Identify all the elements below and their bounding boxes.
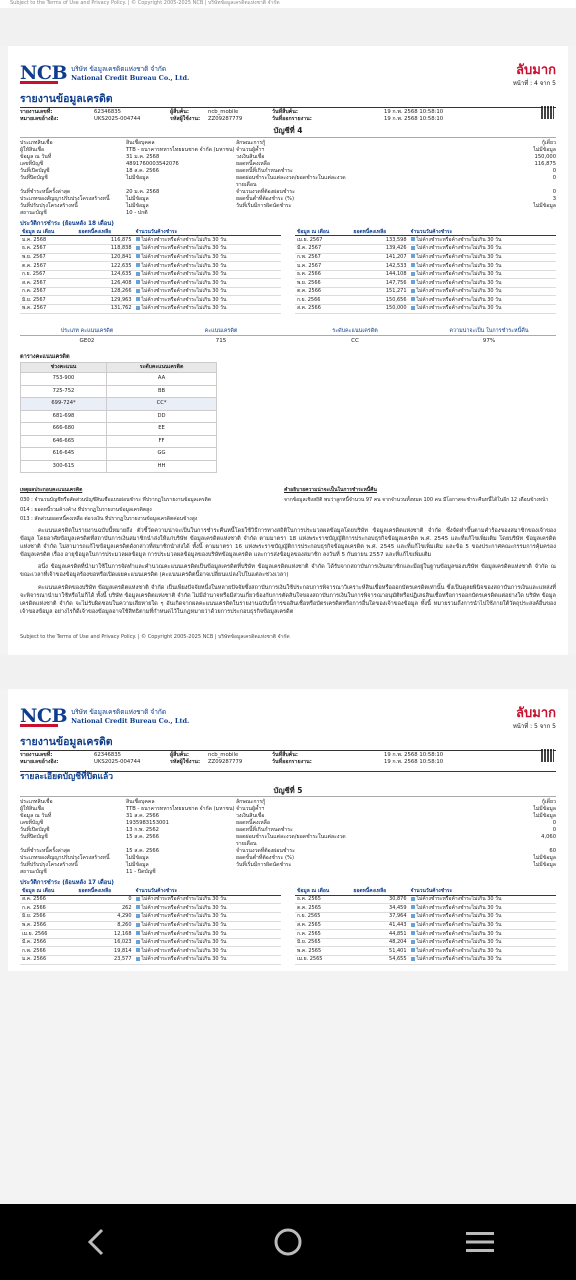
recents-icon (466, 1230, 494, 1254)
table-row: ก.ย. 2565 37,964 ไม่ค้างชำระหรือค้างชำระไม่เกิน 30 วัน (295, 913, 556, 922)
column-header: จำนวนวันค้างชำระ (409, 229, 556, 236)
info-label: ข้อมูล ณ วันที่ (20, 153, 52, 160)
column-header: ยอดหนี้คงเหลือ (76, 229, 133, 236)
info-value: 3 (552, 195, 556, 202)
table-row: พ.ย. 2566 147,756 ไม่ค้างชำระหรือค้างชำระไม่เกิน 30 วัน (295, 279, 556, 288)
status-square-icon (411, 254, 415, 258)
report-meta: รายงานเลขที่: 62346835 ผู้สืบค้น: ncb_mobile วันที่สืบค้น: 19 ก.พ. 2568 10:58:10 หมายเลขอ้างอิง: UKS2025-004744 รหัสผู้ใช้งาน: ZZ09287779 วันที่ออกรายงาน: 19 ก.พ. 2568 10:58:10 (20, 107, 556, 123)
info-label: ยอดขั้นต่ำที่ต้องชำระ (%) (236, 195, 294, 202)
status-square-icon (136, 280, 140, 284)
table-row: 300-615 HH (21, 460, 217, 473)
status-square-icon (136, 237, 140, 241)
table-row: ส.ค. 2566 150,000 ไม่ค้างชำระหรือค้างชำระไม่เกิน 30 วัน (295, 305, 556, 314)
info-label (236, 210, 354, 217)
table-row: ม.ค. 2568 116,875 ไม่ค้างชำระหรือค้างชำระไม่เกิน 30 วัน (20, 236, 281, 245)
table-row: ก.ค. 2565 44,851 ไม่ค้างชำระหรือค้างชำระไม่เกิน 30 วัน (295, 930, 556, 939)
table-row: ต.ค. 2566 151,271 ไม่ค้างชำระหรือค้างชำระไม่เกิน 30 วัน (295, 287, 556, 296)
info-value: 31 ม.ค. 2568 (126, 153, 160, 160)
table-row: ก.ย. 2566 150,656 ไม่ค้างชำระหรือค้างชำระไม่เกิน 30 วัน (295, 296, 556, 305)
page-number: หน้าที่ : 5 จาก 5 (512, 723, 556, 731)
info-value: 60 (549, 848, 556, 855)
info-value: 11 - ปิดบัญชี (126, 869, 156, 876)
system-nav-bar (0, 1204, 576, 1280)
page-number: หน้าที่ : 4 จาก 5 (512, 80, 556, 87)
ncb-logo: NCB บริษัท ข้อมูลเครดิตแห่งชาติ จำกัด National Credit Bureau Co., Ltd. (20, 62, 190, 84)
info-label: ประเภทของสัญญาปรับปรุงโครงสร้างหนี้ (20, 195, 110, 202)
info-label: ลักษณะการกู้ (236, 139, 266, 146)
payment-history (20, 229, 556, 314)
info-value: 1935983153001 (126, 820, 169, 827)
table-row: ส.ค. 2567 126,408 ไม่ค้างชำระหรือค้างชำระไม่เกิน 30 วัน (20, 279, 281, 288)
company-name-en: National Credit Bureau Co., Ltd. (71, 74, 190, 82)
status-square-icon (411, 272, 415, 276)
table-row: ธ.ค. 2567 118,838 ไม่ค้างชำระหรือค้างชำระไม่เกิน 30 วัน (20, 244, 281, 253)
top-footer: Subject to the Terms of Use and Privacy Policy. | © Copyright 2005-2025 NCB | บริษัทข้อมูลเครดิตแห่งชาติ จำกัด (0, 0, 576, 8)
column-header: ยอดหนี้คงเหลือ (76, 888, 133, 895)
status-square-icon (411, 940, 415, 944)
info-value: 13 ก.พ. 2562 (126, 827, 159, 834)
info-label: ยอดผ่อนชำระในแต่ละงวด/ยอดชำระในแต่ละงวด รายเดือน (236, 834, 346, 848)
table-row: 699-724* CC* (21, 398, 217, 411)
status-square-icon (411, 931, 415, 935)
disclaimer-paragraph: อนึ่ง ข้อมูลเครดิตที่นำมาใช้ในการจัดทำและคำนวณคะแนนเครดิตเป็นข้อมูลเครดิตที่บริษัท ข้อมูลเครดิตแห่งชาติ จำกัด ได้รับจากสถาบันการเงินสมาชิกและมีอยู่ในฐานข้อมูลของบริษัท ข้อมูลเครดิตแห่งชาติ จำกัด ณ ขณะเวลาที่เจ้าของข้อมูลร้องขอหรือเปิดเผยคะแนนเครดิต (คะแนนเครดิตนี้อาจเปลี่ยนแปลงไปในแต่ละช่วงเวลา) (20, 564, 556, 579)
column-header: จำนวนวันค้างชำระ (409, 888, 556, 895)
info-label: ประเภทสินเชื่อ (20, 139, 53, 146)
status-square-icon (411, 280, 415, 284)
status-square-icon (411, 306, 415, 310)
info-label: ยอดหนี้คงเหลือ (236, 160, 270, 167)
table-row: 646-665 FF (21, 435, 217, 448)
info-label: ผู้ให้สินเชื่อ (20, 146, 45, 153)
table-row: มี.ค. 2567 139,426 ไม่ค้างชำระหรือค้างชำระไม่เกิน 30 วัน (295, 244, 556, 253)
disclaimer-paragraph: คะแนนเครดิตของบริษัท ข้อมูลเครดิตแห่งชาติ จำกัด เป็นเพียงปัจจัยหนึ่งในหลายปัจจัยซึ่งสถาบันการเงินใช้ประกอบการพิจารณาวิเคราะห์สินเชื่อหรือออกบัตรเครดิตเท่านั้น ซึ่งเป็นดุลยพินิจของสถาบันการเงินและแหล่งที่จะพิจารณานำมาใช้หรือไม่ก็ได้ ทั้งนี้ บริษัท ข้อมูลเครดิตแห่งชาติ จำกัด ไม่มีอำนาจหรือมีส่วนเกี่ยวข้องกับการตัดสินใจของสถาบันการเงินในการพิจารณาอนุมัติหรือปฏิเสธสินเชื่อหรือการออกบัตรเครดิตแต่อย่างใด บริษัท ข้อมูลเครดิตแห่งชาติ จำกัด จะไม่รับผิดชอบในความเสียหายใด ๆ อันเกิดจากผลคะแนนเครดิตในรายงานฉบับนี้การขอสินเชื่อหรือบัตรเครดิตหรือการอื่นใดของเจ้าของข้อมูล ทั้งนี้ หมายรวมถึงการนำไปใช้ภายใต้วัตถุประสงค์อื่นของเจ้าของข้อมูล อย่างไรก็ดีเจ้าของข้อมูลอาจใช้สิทธิตามที่กำหนดไว้ในกฎหมายว่าด้วยการประกอบธุรกิจข้อมูลเครดิต (20, 585, 556, 615)
status-square-icon (411, 897, 415, 901)
status-square-icon (136, 914, 140, 918)
status-square-icon (411, 246, 415, 250)
report-title: รายงานข้อมูลเครดิต (20, 736, 113, 749)
column-header: ระดับคะแนนเครดิต (107, 363, 217, 373)
account-info (20, 799, 556, 876)
status-square-icon (136, 289, 140, 293)
account-title: บัญชีที่ 4 (20, 126, 556, 137)
report-page-5 (8, 689, 568, 971)
back-button[interactable] (76, 1222, 116, 1262)
column-header: ข้อมูล ณ เดือน (295, 229, 351, 236)
info-label: วันที่ชำระหนี้ครั้งล่าสุด (20, 188, 71, 195)
info-value: ไม่มีข้อมูล (533, 813, 556, 820)
score-header: ประเภท คะแนนเครดิต คะแนนเครดิต ระดับคะแนนเครดิต ความน่าจะเป็น ในการชำระหนี้คืน (20, 328, 556, 336)
info-value: 150,000 (534, 153, 556, 160)
info-value: ไม่มีข้อมูล (533, 146, 556, 153)
info-value: ไม่มีข้อมูล (533, 202, 556, 209)
info-value: 0 (552, 188, 556, 195)
table-row: พ.ย. 2567 120,841 ไม่ค้างชำระหรือค้างชำระไม่เกิน 30 วัน (20, 253, 281, 262)
info-label: จำนวนผู้ค้ำฯ (236, 146, 265, 153)
status-square-icon (411, 237, 415, 241)
payment-history-heading: ประวัติการชำระ (ย้อนหลัง 17 เดือน) (20, 880, 114, 887)
info-label: ยอดหนี้ที่เกินกำหนดชำระ (236, 167, 293, 174)
table-row: มิ.ย. 2565 48,204 ไม่ค้างชำระหรือค้างชำระไม่เกิน 30 วัน (295, 938, 556, 947)
status-square-icon (136, 306, 140, 310)
status-square-icon (136, 272, 140, 276)
status-square-icon (411, 923, 415, 927)
table-row: มิ.ย. 2566 4,290 ไม่ค้างชำระหรือค้างชำระไม่เกิน 30 วัน (20, 913, 281, 922)
status-square-icon (136, 931, 140, 935)
table-row: พ.ค. 2567 131,762 ไม่ค้างชำระหรือค้างชำระไม่เกิน 30 วัน (20, 305, 281, 314)
info-value: 10 - ปกติ (126, 209, 148, 216)
info-label: จำนวนงวดที่ต้องผ่อนชำระ (236, 188, 295, 195)
table-row: ธ.ค. 2566 144,108 ไม่ค้างชำระหรือค้างชำระไม่เกิน 30 วัน (295, 270, 556, 279)
column-header: ข้อมูล ณ เดือน (20, 229, 76, 236)
status-square-icon (136, 297, 140, 301)
status-square-icon (411, 914, 415, 918)
payment-history (20, 888, 556, 965)
info-value: 20 ม.ค. 2568 (126, 188, 160, 195)
report-meta: รายงานเลขที่: 62346835 ผู้สืบค้น: ncb_mobile วันที่สืบค้น: 19 ก.พ. 2568 10:58:10 หมายเลขอ้างอิง: UKS2025-004744 รหัสผู้ใช้งาน: ZZ09287779 วันที่ออกรายงาน: 19 ก.พ. 2568 10:58:10 (20, 750, 556, 766)
status-square-icon (136, 263, 140, 267)
info-label: ยอดผ่อนชำระในแต่ละงวด/ยอดชำระในแต่ละงวด รายเดือน (236, 174, 346, 188)
info-label: วันที่ปรับปรุงโครงสร้างหนี้ (20, 862, 78, 869)
info-value: ไม่มีข้อมูล (126, 862, 149, 869)
info-label: วันที่ปรับปรุงโครงสร้างหนี้ (20, 202, 78, 209)
info-value: สินเชื่อบุคคล (126, 139, 155, 146)
status-square-icon (136, 923, 140, 927)
info-label: สถานะบัญชี (20, 869, 47, 876)
info-value: 116,875 (534, 160, 556, 167)
info-value: 0 (552, 174, 556, 181)
info-value: ไม่มีข้อมูล (126, 174, 149, 181)
info-label: ประเภทสินเชื่อ (20, 799, 53, 806)
confidential-label: ลับมาก (516, 706, 556, 722)
table-row: 725-752 BB (21, 385, 217, 398)
info-value: ไม่มีข้อมูล (126, 202, 149, 209)
info-label: ข้อมูล ณ วันที่ (20, 813, 52, 820)
info-label: วันที่ปิดบัญชี (20, 834, 48, 841)
table-row: 666-680 EE (21, 423, 217, 436)
info-label: ยอดขั้นต่ำที่ต้องชำระ (%) (236, 855, 294, 862)
info-value: กู้เดี่ยว (541, 139, 556, 146)
status-square-icon (136, 957, 140, 961)
table-row: ต.ค. 2565 34,459 ไม่ค้างชำระหรือค้างชำระไม่เกิน 30 วัน (295, 904, 556, 913)
report-title: รายงานข้อมูลเครดิต (20, 93, 113, 105)
score-table (20, 362, 217, 473)
info-value: 0 (552, 827, 556, 834)
info-value: 4891760003542076 (126, 160, 179, 167)
column-header: ยอดหนี้คงเหลือ (351, 229, 408, 236)
table-row: ม.ค. 2566 23,577 ไม่ค้างชำระหรือค้างชำระไม่เกิน 30 วัน (20, 956, 281, 965)
info-value: ไม่มีข้อมูล (533, 806, 556, 813)
status-square-icon (136, 905, 140, 909)
table-row: ธ.ค. 2565 30,876 ไม่ค้างชำระหรือค้างชำระไม่เกิน 30 วัน (295, 895, 556, 904)
info-label (236, 869, 354, 876)
info-label: ยอดหนี้ที่เกินกำหนดชำระ (236, 827, 293, 834)
info-label: วันที่เริ่มมีการผิดนัดชำระ (236, 202, 292, 209)
info-value: 18 ส.ค. 2566 (126, 167, 160, 174)
status-square-icon (136, 254, 140, 258)
table-row: 753-900 AA (21, 373, 217, 386)
status-square-icon (136, 940, 140, 944)
info-label: วันที่เปิดบัญชี (20, 167, 50, 174)
info-value: 15 ส.ค. 2566 (126, 834, 160, 841)
info-label: วงเงินสินเชื่อ (236, 813, 265, 820)
info-value: สินเชื่อบุคคล (126, 799, 155, 806)
table-row: ก.ค. 2566 262 ไม่ค้างชำระหรือค้างชำระไม่เกิน 30 วัน (20, 904, 281, 913)
status-square-icon (411, 905, 415, 909)
confidential-label: ลับมาก (516, 63, 556, 78)
table-row: ก.ค. 2567 128,266 ไม่ค้างชำระหรือค้างชำระไม่เกิน 30 วัน (20, 287, 281, 296)
status-square-icon (136, 897, 140, 901)
table-row: ม.ค. 2567 142,533 ไม่ค้างชำระหรือค้างชำระไม่เกิน 30 วัน (295, 262, 556, 271)
table-row: ต.ค. 2567 122,635 ไม่ค้างชำระหรือค้างชำระไม่เกิน 30 วัน (20, 262, 281, 271)
status-square-icon (136, 246, 140, 250)
info-label: วงเงินสินเชื่อ (236, 153, 265, 160)
payment-history-heading: ประวัติการชำระ (ย้อนหลัง 18 เดือน) (20, 220, 114, 227)
info-value: ไม่มีข้อมูล (533, 855, 556, 862)
account-title: บัญชีที่ 5 (20, 786, 556, 797)
info-label: เลขที่บัญชี (20, 820, 44, 827)
info-value (354, 869, 556, 876)
qr-code-icon (541, 749, 554, 762)
home-button[interactable] (268, 1222, 308, 1262)
column-header: จำนวนวันค้างชำระ (134, 229, 281, 236)
qr-code-icon (541, 106, 554, 119)
info-value: ไม่มีข้อมูล (533, 862, 556, 869)
report-page-4 (8, 46, 568, 655)
back-icon (86, 1228, 106, 1256)
info-label: วันที่ชำระหนี้ครั้งล่าสุด (20, 848, 71, 855)
table-row: ส.ค. 2566 0 ไม่ค้างชำระหรือค้างชำระไม่เกิน 30 วัน (20, 895, 281, 904)
info-value: กู้เดี่ยว (541, 799, 556, 806)
info-label: ผู้ให้สินเชื่อ (20, 806, 45, 813)
info-value: 31 ส.ค. 2566 (126, 813, 160, 820)
table-row: เม.ย. 2567 133,598 ไม่ค้างชำระหรือค้างชำระไม่เกิน 30 วัน (295, 236, 556, 245)
table-row: ก.พ. 2566 19,814 ไม่ค้างชำระหรือค้างชำระไม่เกิน 30 วัน (20, 947, 281, 956)
table-row: ก.พ. 2567 141,207 ไม่ค้างชำระหรือค้างชำระไม่เกิน 30 วัน (295, 253, 556, 262)
info-label: ยอดหนี้คงเหลือ (236, 820, 270, 827)
info-value: ไม่มีข้อมูล (126, 855, 149, 862)
status-square-icon (136, 948, 140, 952)
column-header: ข้อมูล ณ เดือน (20, 888, 76, 895)
info-value: 15 ส.ค. 2566 (126, 848, 160, 855)
table-row: พ.ค. 2566 8,260 ไม่ค้างชำระหรือค้างชำระไม่เกิน 30 วัน (20, 921, 281, 930)
score-notes: เหตุผลประกอบคะแนนเครดิต 030 : จำนวนบัญชีหรือสัดส่วนบัญชีสินเชื่อแบบผ่อนชำระ ที่ปรากฏในรายงานข้อมูลเครดิต 014 : ยอดหนี้รวมค้างค้าง ที่ปรากฏในรายงานข้อมูลเครดิตสูง 013 : สัดส่วนยอดหนี้คงเหลือ ต่อวงเงิน ที่ปรากฏในรายงานข้อมูลเครดิตค่อนข้างสูง คำอธิบายความน่าจะเป็นในการชำระหนี้คืน จากข้อมูลเชิงสถิติ พบว่าลูกหนี้จำนวน 97 คน จากจำนวนทั้งหมด 100 คน มีโอกาสจะชำระคืนหนี้ได้ในอีก 12 เดือนข้างหน้า (20, 487, 549, 523)
table-row: พ.ค. 2565 51,401 ไม่ค้างชำระหรือค้างชำระไม่เกิน 30 วัน (295, 947, 556, 956)
status-square-icon (411, 289, 415, 293)
table-row: 681-698 DD (21, 410, 217, 423)
info-value: 0 (552, 820, 556, 827)
info-value: 0 (552, 167, 556, 174)
column-header: จำนวนวันค้างชำระ (134, 888, 281, 895)
table-row: ส.ค. 2565 41,443 ไม่ค้างชำระหรือค้างชำระไม่เกิน 30 วัน (295, 921, 556, 930)
table-row: ก.ย. 2567 124,635 ไม่ค้างชำระหรือค้างชำระไม่เกิน 30 วัน (20, 270, 281, 279)
closed-accounts-title: รายละเอียดบัญชีที่ปิดแล้ว (20, 771, 556, 783)
status-square-icon (411, 263, 415, 267)
info-label: ลักษณะการกู้ (236, 799, 266, 806)
info-value: TTB - ธนาคารทหารไทยธนชาต จำกัด (มหาชน) (126, 806, 235, 813)
info-value: 4,060 (541, 834, 556, 841)
info-label: วันที่เปิดบัญชี (20, 827, 50, 834)
info-label: ประเภทของสัญญาปรับปรุงโครงสร้างหนี้ (20, 855, 110, 862)
info-label: สถานะบัญชี (20, 209, 47, 216)
status-square-icon (411, 957, 415, 961)
info-label: วันที่เริ่มมีการผิดนัดชำระ (236, 862, 292, 869)
company-name-th: บริษัท ข้อมูลเครดิตแห่งชาติ จำกัด (71, 65, 167, 74)
info-label: วันที่ปิดบัญชี (20, 174, 48, 181)
column-header: ยอดหนี้คงเหลือ (351, 888, 408, 895)
score-table-title: ตารางคะแนนเครดิต (20, 353, 70, 360)
column-header: ข้อมูล ณ เดือน (295, 888, 351, 895)
table-row: 616-645 GG (21, 448, 217, 461)
info-label: เลขที่บัญชี (20, 160, 44, 167)
disclaimer-paragraph: คะแนนเครดิตในรายงานฉบับนี้หมายถึง ตัวชี้วัดความน่าจะเป็นในการชำระคืนหนี้โดยใช้วิธีการทางสถิติในการประมวลผลข้อมูลโดยบริษัท ข้อมูลเครดิตแห่งชาติ จำกัด ซึ่งจัดทำขึ้นตามคำร้องของสมาชิกของเจ้าของข้อมูล โดยอาศัยข้อมูลเครดิตที่สถาบันการเงินสมาชิกนำส่งให้แก่บริษัท ข้อมูลเครดิตแห่งชาติ จำกัด ตามมาตรา 18 แห่งพระราชบัญญัติการประกอบธุรกิจข้อมูลเครดิต พ.ศ. 2545 และที่แก้ไขเพิ่มเติม โดยบริษัท ข้อมูลเครดิตแห่งชาติ จำกัด ไม่สามารถแก้ไขข้อมูลเครดิตดังกล่าวที่สมาชิกนำส่งได้ ทั้งนี้ ตามมาตรา 16 แห่งพระราชบัญญัติการประกอบธุรกิจข้อมูลเครดิต พ.ศ. 2545 และที่แก้ไขเพิ่มเติม และข้อ 5 ของประกาศคณะกรรมการคุ้มครองข้อมูลเครดิต เรื่อง อายุข้อมูลในการประมวลผลข้อมูล การประมวลผลข้อมูลของบริษัทข้อมูลเครดิต และการส่งข้อมูลของสมาชิก ลงวันที่ 5 กันยายน 2557 และที่แก้ไขเพิ่มเติม (20, 528, 556, 558)
table-row: มี.ค. 2566 16,023 ไม่ค้างชำระหรือค้างชำระไม่เกิน 30 วัน (20, 938, 281, 947)
status-square-icon (411, 297, 415, 301)
info-label: จำนวนผู้ค้ำฯ (236, 806, 265, 813)
score-values: GE02 715 CC 97% (79, 337, 496, 344)
info-value: ไม่มีข้อมูล (126, 195, 149, 202)
page-footer: Subject to the Terms of Use and Privacy Policy. | © Copyright 2005-2025 NCB | บริษัทข้อมูลเครดิตแห่งชาติ จำกัด (20, 634, 290, 641)
home-icon (273, 1227, 303, 1257)
table-row: มิ.ย. 2567 129,963 ไม่ค้างชำระหรือค้างชำระไม่เกิน 30 วัน (20, 296, 281, 305)
account-info (20, 140, 556, 217)
info-value (354, 210, 556, 217)
ncb-logo: NCB บริษัท ข้อมูลเครดิตแห่งชาติ จำกัด National Credit Bureau Co., Ltd. (20, 705, 190, 728)
status-square-icon (411, 948, 415, 952)
column-header: ช่วงคะแนน (21, 363, 107, 373)
recents-button[interactable] (460, 1222, 500, 1262)
table-row: เม.ย. 2565 54,655 ไม่ค้างชำระหรือค้างชำระไม่เกิน 30 วัน (295, 956, 556, 965)
info-label: จำนวนงวดที่ต้องผ่อนชำระ (236, 848, 295, 855)
table-row: เม.ย. 2566 12,168 ไม่ค้างชำระหรือค้างชำระไม่เกิน 30 วัน (20, 930, 281, 939)
info-value: TTB - ธนาคารทหารไทยธนชาต จำกัด (มหาชน) (126, 146, 235, 153)
